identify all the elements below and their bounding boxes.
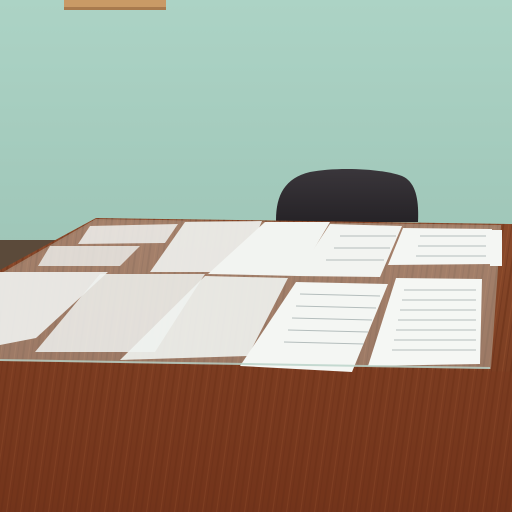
document-sheet <box>78 224 178 244</box>
office-chair <box>276 169 418 222</box>
picture-frame-shadow <box>64 7 166 10</box>
document-sheet <box>490 230 502 266</box>
table-front-shade <box>0 360 512 512</box>
wall <box>0 0 512 250</box>
